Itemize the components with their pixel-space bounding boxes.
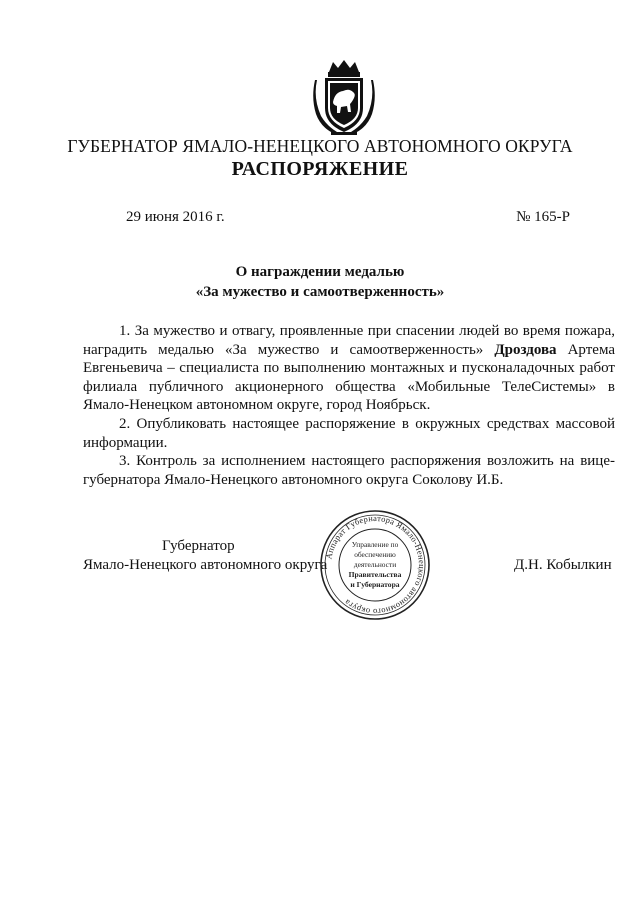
signer-position-line-1: Губернатор (162, 538, 235, 554)
signer-name: Д.Н. Кобылкин (514, 557, 612, 573)
document-subject (0, 262, 640, 302)
issuer-title: ГУБЕРНАТОР ЯМАЛО-НЕНЕЦКОГО АВТОНОМНОГО ОКРУГА (67, 136, 573, 156)
stamp-ring-text: Аппарат Губернатора Ямало-Ненецкого автономного округа (324, 513, 427, 617)
paragraph-2: 2. Опубликовать настоящее распоряжение в окружных средствах массовой информации. (83, 415, 615, 451)
stamp-center-line-5: и Губернатора (350, 580, 400, 589)
subject-line-2: «За мужество и самоотверженность» (195, 284, 445, 300)
signer-position-line-2: Ямало-Ненецкого автономного округа (83, 557, 328, 573)
document-type: РАСПОРЯЖЕНИЕ (231, 158, 409, 180)
stamp-center-line-2: обеспечению (354, 550, 396, 559)
paragraph-1-prefix: 1. За мужество и отвагу, проявленные при спасении людей во время пожара, наградить медалью «За мужество и самоотверженность» (83, 323, 615, 358)
subject-line-1: О награждении медалью (235, 264, 405, 280)
paragraph-1-suffix: Артема Евгеньевича – специалиста по выполнению монтажных и пусконаладочных работ филиала публичного акционерного общества «Мобильные ТелеСистемы» в Ямало-Ненецком автономном округе, город Ноябрьск. (83, 341, 615, 414)
coat-of-arms-icon (313, 58, 375, 136)
document-number: № 165-Р (516, 209, 570, 225)
paragraph-1 (83, 322, 615, 415)
document-body (83, 322, 615, 489)
awardee-surname: Дроздова (494, 341, 557, 358)
stamp-center-line-4: Правительства (348, 570, 402, 579)
paragraph-3: 3. Контроль за исполнением настоящего распоряжения возложить на вице-губернатора Ямало-Ненецкого автономного округа Соколову И.Б. (83, 453, 615, 488)
official-stamp (318, 508, 432, 622)
stamp-center-line-1: Управление по (351, 540, 399, 549)
document-date: 29 июня 2016 г. (126, 209, 225, 225)
stamp-center-line-3: деятельности (353, 560, 397, 569)
